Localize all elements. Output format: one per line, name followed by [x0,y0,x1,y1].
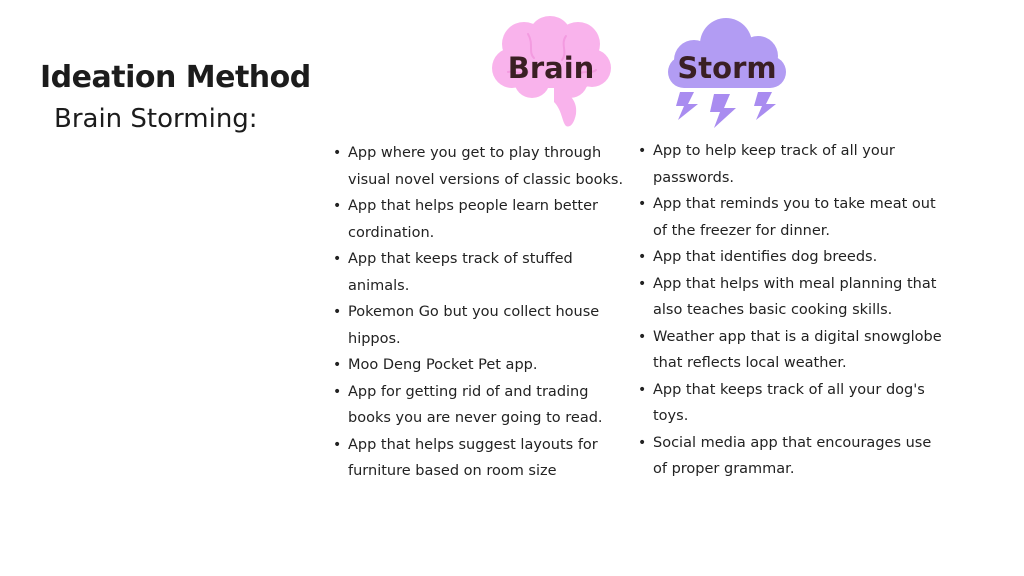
list-item: • Weather app that is a digital snowglobe that reflects local weather. [652,324,942,377]
lightning-bolt-icon [754,92,776,120]
storm-word: Storm [677,51,777,85]
lightning-bolt-icon [676,92,698,120]
list-item: • Moo Deng Pocket Pet app. [347,352,627,379]
slide-title: Ideation Method [40,60,311,95]
storm-ideas-list [638,138,942,483]
list-item: • App that identifies dog breeds. [652,244,942,271]
brain-ideas-list [333,140,627,485]
list-item: • App where you get to play through visual novel versions of classic books. [347,140,627,193]
list-item: • Social media app that encourages use of proper grammar. [652,430,942,483]
list-item: • App for getting rid of and trading books you are never going to read. [347,379,627,432]
list-item: • App to help keep track of all your passwords. [652,138,942,191]
list-item: • Pokemon Go but you collect house hippos. [347,299,627,352]
slide-subtitle: Brain Storming: [54,104,258,134]
lightning-bolt-icon [710,94,736,128]
list-item: • App that keeps track of stuffed animals. [347,246,627,299]
list-item: • App that keeps track of all your dog's toys. [652,377,942,430]
brain-word: Brain [507,51,595,85]
list-item: • App that reminds you to take meat out of the freezer for dinner. [652,191,942,244]
lightning-icons [676,92,776,128]
storm-cloud-icon [664,16,790,132]
list-item: • App that helps with meal planning that also teaches basic cooking skills. [652,271,942,324]
list-item: • App that helps people learn better cordination. [347,193,627,246]
brain-icon [488,14,614,128]
list-item: • App that helps suggest layouts for furniture based on room size [347,432,627,485]
